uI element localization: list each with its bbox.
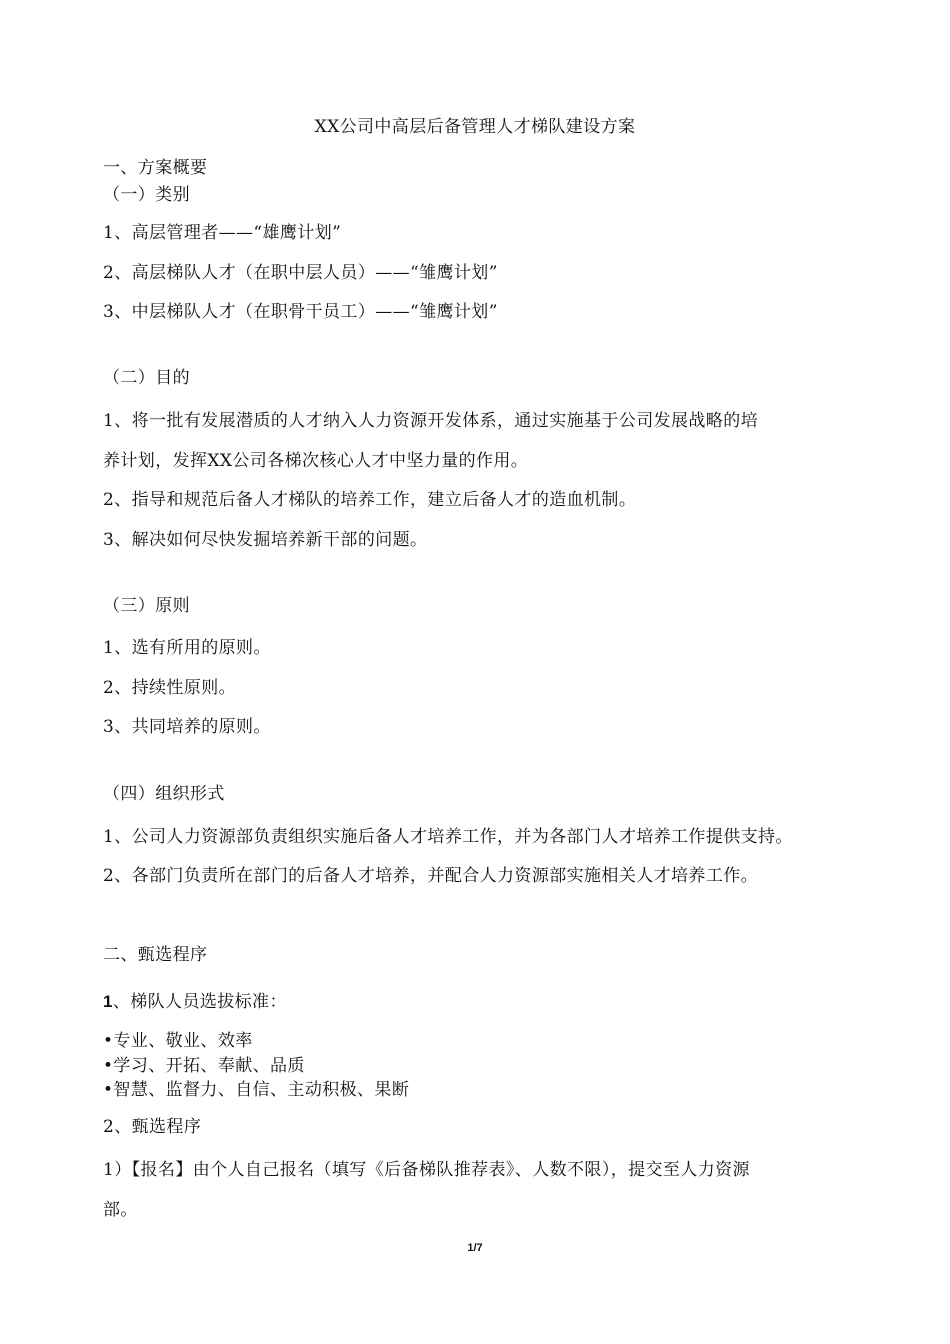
principle-heading: （三）原则 [103, 596, 190, 616]
organization-heading: （四）组织形式 [103, 784, 225, 804]
page-number: 1/7 [467, 1242, 483, 1254]
category-heading: （一）类别 [103, 185, 190, 205]
category-item: 3、中层梯队人才（在职骨干员工）——“雏鹰计划” [103, 302, 498, 322]
section2-heading: 二、甄选程序 [103, 945, 208, 965]
purpose-heading: （二）目的 [103, 368, 190, 388]
standard-bullet: •学习、开拓、奉献、品质 [103, 1056, 305, 1076]
standard-bullet: •专业、敬业、效率 [103, 1031, 253, 1051]
purpose-item: 1、将一批有发展潜质的人才纳入人力资源开发体系，通过实施基于公司发展战略的培 [103, 411, 759, 431]
principle-item: 1、选有所用的原则。 [103, 638, 271, 658]
section1-heading: 一、方案概要 [103, 158, 208, 178]
document-title: XX公司中高层后备管理人才梯队建设方案 [314, 117, 636, 137]
purpose-item: 3、解决如何尽快发掘培养新干部的问题。 [103, 530, 428, 550]
principle-item: 2、持续性原则。 [103, 678, 237, 698]
procedure-heading: 2、甄选程序 [103, 1117, 202, 1137]
standard-bullet: •智慧、监督力、自信、主动积极、果断 [103, 1080, 410, 1100]
selection-standard-heading [103, 991, 287, 1013]
organization-item: 2、各部门负责所在部门的后备人才培养，并配合人力资源部实施相关人才培养工作。 [103, 866, 759, 886]
principle-item: 3、共同培养的原则。 [103, 717, 271, 737]
category-item: 1、高层管理者——“雄鹰计划” [103, 223, 342, 243]
selection-standard-number: 1 [103, 992, 113, 1011]
purpose-item: 2、指导和规范后备人才梯队的培养工作，建立后备人才的造血机制。 [103, 490, 637, 510]
organization-item: 1、公司人力资源部负责组织实施后备人才培养工作，并为各部门人才培养工作提供支持。 [103, 827, 793, 847]
procedure-step-continuation: 部。 [103, 1200, 138, 1220]
category-item: 2、高层梯队人才（在职中层人员）——“雏鹰计划” [103, 263, 498, 283]
selection-standard-text: 、梯队人员选拔标准： [112, 992, 287, 1012]
purpose-item-continuation: 养计划，发挥XX公司各梯次核心人才中坚力量的作用。 [103, 451, 529, 471]
procedure-step: 1）【报名】由个人自己报名（填写《后备梯队推荐表》、人数不限），提交至人力资源 [103, 1160, 750, 1180]
